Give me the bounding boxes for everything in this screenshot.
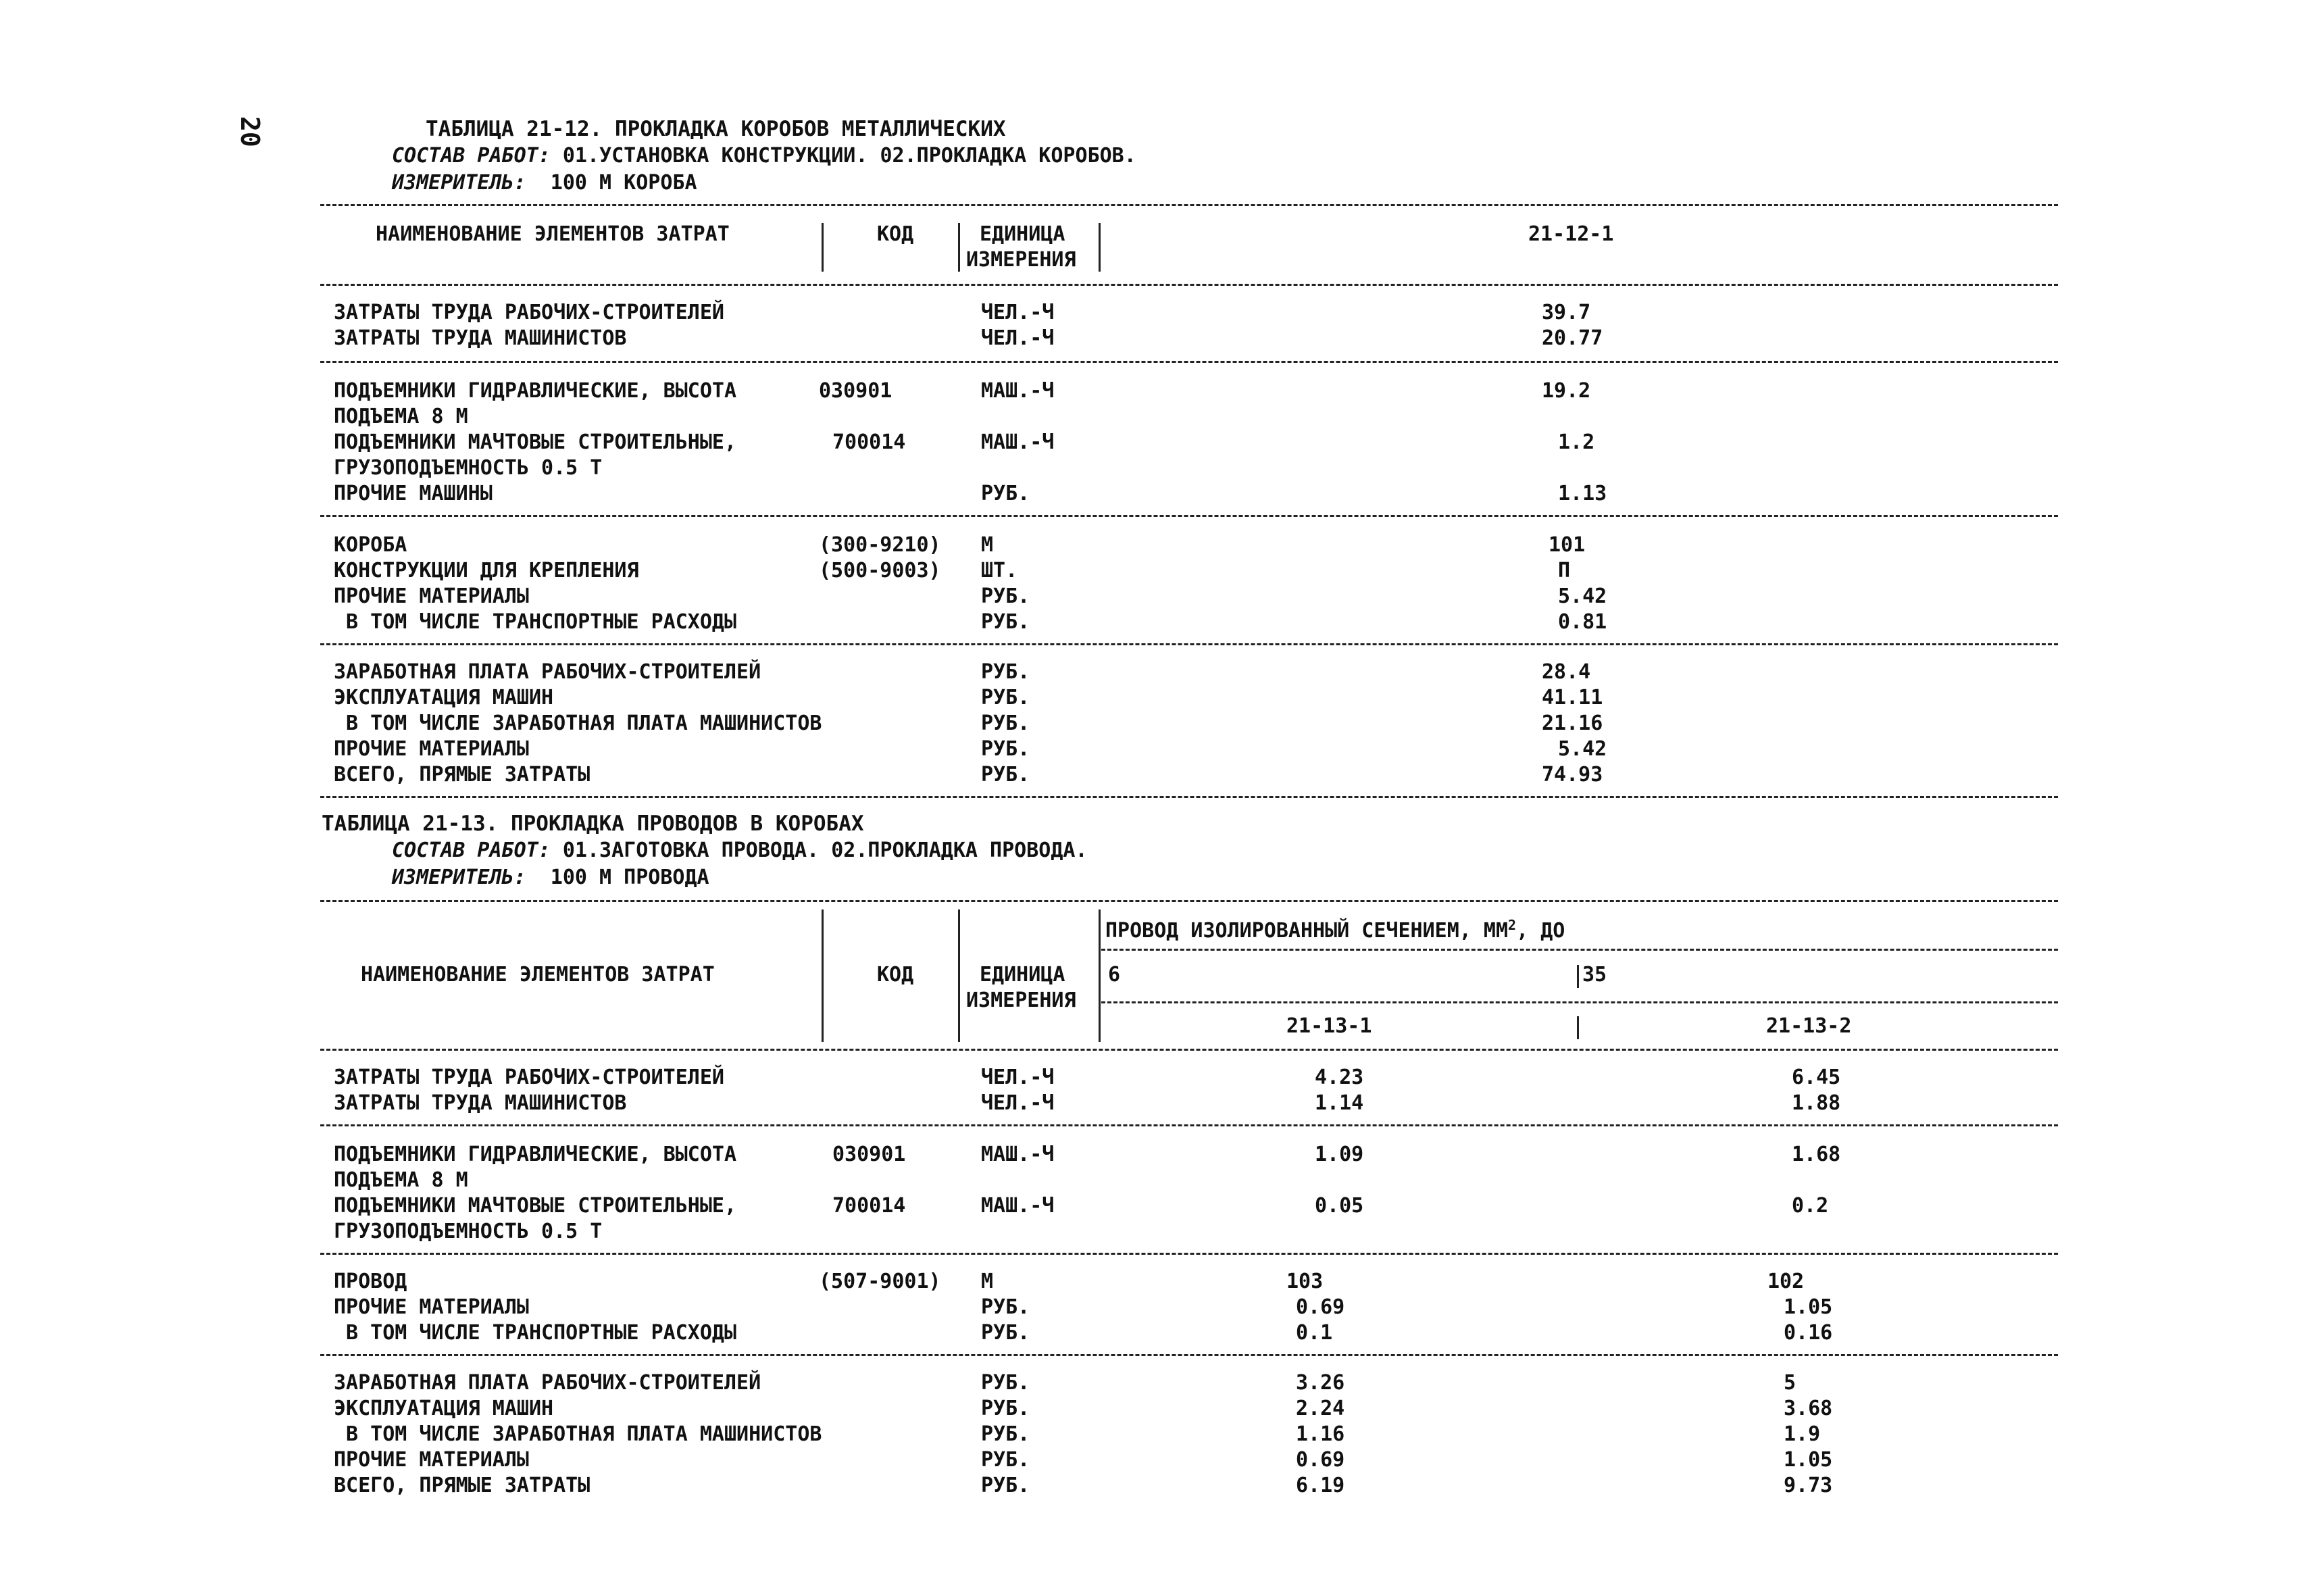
row-unit: М [981,1270,994,1293]
divider [320,284,2058,286]
row-unit: РУБ. [981,1371,1030,1395]
row-unit: ЧЕЛ.-Ч [981,301,1055,324]
row-unit: РУБ. [981,712,1030,735]
column-separator [958,223,960,272]
row-value: 19.2 [1542,379,1591,403]
row-name: ЗАТРАТЫ ТРУДА РАБОЧИХ-СТРОИТЕЛЕЙ [334,1066,724,1089]
row-unit: ЧЕЛ.-Ч [981,1066,1055,1089]
row-kod: (300-9210) [819,533,941,557]
row-name: ГРУЗОПОДЪЕМНОСТЬ 0.5 Т [334,456,603,480]
table2-sostav-label: СОСТАВ РАБОТ: [392,839,551,862]
table2-header-kod: КОД [877,963,914,987]
row-value-2: 1.9 [1784,1422,1821,1446]
row-unit: РУБ. [981,584,1030,608]
page-number: 20 [235,116,265,147]
row-name: ЭКСПЛУАТАЦИЯ МАШИН [334,1397,554,1420]
table1-header-kod: КОД [877,222,914,246]
row-name: ПРОЧИЕ МАТЕРИАЛЫ [334,1448,529,1472]
column-separator [1099,223,1101,272]
row-unit: М [981,533,994,557]
row-name: ПОДЪЕМА 8 М [334,1168,468,1192]
table2-header-unit1: ЕДИНИЦА [980,963,1065,987]
row-name: ПРОЧИЕ МАТЕРИАЛЫ [334,584,529,608]
row-unit: ЧЕЛ.-Ч [981,326,1055,350]
row-value: 28.4 [1542,660,1591,684]
divider [320,1354,2058,1356]
row-value: 41.11 [1542,686,1603,709]
row-kod: 700014 [832,430,906,454]
row-value-1: 6.19 [1296,1474,1345,1497]
row-name: В ТОМ ЧИСЛЕ ЗАРАБОТНАЯ ПЛАТА МАШИНИСТОВ [334,1422,822,1446]
divider [320,1124,2058,1126]
column-separator [822,909,824,1042]
row-name: ГРУЗОПОДЪЕМНОСТЬ 0.5 Т [334,1220,603,1243]
table2-izm-label: ИЗМЕРИТЕЛЬ: [392,866,526,889]
row-unit: ШТ. [981,559,1018,582]
row-name: В ТОМ ЧИСЛЕ ТРАНСПОРТНЫЕ РАСХОДЫ [334,1321,737,1345]
row-value: 21.16 [1542,712,1603,735]
row-name: ПОДЪЕМНИКИ МАЧТОВЫЕ СТРОИТЕЛЬНЫЕ, [334,1194,737,1218]
divider [320,361,2058,363]
row-name: ПРОЧИЕ МАТЕРИАЛЫ [334,737,529,761]
table2-header-sub1: 6 [1108,963,1121,987]
row-value: 1.13 [1558,482,1607,505]
row-value: П [1558,559,1571,582]
table2-header-group [1105,912,1565,944]
row-value-1: 0.05 [1315,1194,1364,1218]
row-name: ВСЕГО, ПРЯМЫЕ ЗАТРАТЫ [334,763,590,787]
divider [320,1253,2058,1255]
row-value-2: 3.68 [1784,1397,1833,1420]
row-value: 74.93 [1542,763,1603,787]
row-value-1: 1.09 [1315,1143,1364,1166]
row-unit: МАШ.-Ч [981,379,1055,403]
row-value-1: 4.23 [1315,1066,1364,1089]
table2-header-col1: 21-13-1 [1286,1014,1372,1038]
row-unit: РУБ. [981,1397,1030,1420]
row-unit: МАШ.-Ч [981,1143,1055,1166]
divider [320,900,2058,902]
row-value-1: 2.24 [1296,1397,1345,1420]
row-name: ПОДЪЕМНИКИ ГИДРАВЛИЧЕСКИЕ, ВЫСОТА [334,379,737,403]
row-name: КОНСТРУКЦИИ ДЛЯ КРЕПЛЕНИЯ [334,559,639,582]
table2-header-sub2: 35 [1582,963,1607,987]
row-unit: РУБ. [981,660,1030,684]
divider [320,796,2058,798]
row-name: КОРОБА [334,533,407,557]
table1-header-name: НАИМЕНОВАНИЕ ЭЛЕМЕНТОВ ЗАТРАТ [376,222,730,246]
row-value-2: 1.05 [1784,1448,1833,1472]
column-separator [1099,909,1101,1042]
row-unit: РУБ. [981,610,1030,634]
row-value: 20.77 [1542,326,1603,350]
row-unit: РУБ. [981,763,1030,787]
divider [320,515,2058,517]
row-name: ПРОЧИЕ МАТЕРИАЛЫ [334,1295,529,1319]
row-name: ПОДЪЕМНИКИ ГИДРАВЛИЧЕСКИЕ, ВЫСОТА [334,1143,737,1166]
row-name: ПРОЧИЕ МАШИНЫ [334,482,493,505]
row-value-2: 9.73 [1784,1474,1833,1497]
row-name: ПОДЪЕМНИКИ МАЧТОВЫЕ СТРОИТЕЛЬНЫЕ, [334,430,737,454]
row-unit: РУБ. [981,1448,1030,1472]
row-name: ПОДЪЕМА 8 М [334,405,468,428]
table1-sostav-value: 01.УСТАНОВКА КОНСТРУКЦИИ. 02.ПРОКЛАДКА КОРОБОВ. [550,144,1136,168]
row-unit: РУБ. [981,737,1030,761]
row-unit: РУБ. [981,686,1030,709]
row-unit: МАШ.-Ч [981,430,1055,454]
table2-header-unit2: ИЗМЕРЕНИЯ [966,989,1076,1012]
row-value-2: 102 [1767,1270,1805,1293]
column-separator [1577,965,1579,988]
table2-sostav-value: 01.ЗАГОТОВКА ПРОВОДА. 02.ПРОКЛАДКА ПРОВОДА. [550,839,1088,862]
row-value-1: 3.26 [1296,1371,1345,1395]
row-kod: (507-9001) [819,1270,941,1293]
row-value-2: 0.16 [1784,1321,1833,1345]
column-separator [822,223,824,272]
row-kod: 700014 [832,1194,906,1218]
row-value: 5.42 [1558,584,1607,608]
row-name: ЗАРАБОТНАЯ ПЛАТА РАБОЧИХ-СТРОИТЕЛЕЙ [334,660,761,684]
table1-header-unit1: ЕДИНИЦА [980,222,1065,246]
row-name: В ТОМ ЧИСЛЕ ТРАНСПОРТНЫЕ РАСХОДЫ [334,610,737,634]
column-separator [958,909,960,1042]
row-unit: МАШ.-Ч [981,1194,1055,1218]
group-text: ПРОВОД ИЗОЛИРОВАННЫЙ СЕЧЕНИЕМ, ММ [1105,919,1509,943]
row-value-1: 0.69 [1296,1448,1345,1472]
table2-izmeritel [392,865,709,891]
row-value: 39.7 [1542,301,1591,324]
row-unit: РУБ. [981,1422,1030,1446]
table1-sostav-label: СОСТАВ РАБОТ: [392,144,551,168]
table1-title: ТАБЛИЦА 21-12. ПРОКЛАДКА КОРОБОВ МЕТАЛЛИЧЕСКИХ [426,117,1006,141]
row-value-2: 1.05 [1784,1295,1833,1319]
row-kod: 030901 [819,379,892,403]
table1-izm-label: ИЗМЕРИТЕЛЬ: [392,171,526,195]
row-kod: 030901 [832,1143,906,1166]
row-value-2: 5 [1784,1371,1796,1395]
table1-header-col: 21-12-1 [1528,222,1614,246]
row-name: В ТОМ ЧИСЛЕ ЗАРАБОТНАЯ ПЛАТА МАШИНИСТОВ [334,712,822,735]
row-value-1: 103 [1286,1270,1324,1293]
row-value: 1.2 [1558,430,1595,454]
row-unit: РУБ. [981,1321,1030,1345]
row-unit: РУБ. [981,1474,1030,1497]
table2-title: ТАБЛИЦА 21-13. ПРОКЛАДКА ПРОВОДОВ В КОРОБАХ [322,812,864,836]
row-name: ЗАТРАТЫ ТРУДА МАШИНИСТОВ [334,326,627,350]
table2-sostav [392,838,1088,864]
row-name: ВСЕГО, ПРЯМЫЕ ЗАТРАТЫ [334,1474,590,1497]
row-value-1: 1.14 [1315,1091,1364,1115]
table1-header-unit2: ИЗМЕРЕНИЯ [966,248,1076,272]
table2-header-col2: 21-13-2 [1766,1014,1852,1038]
row-value-1: 1.16 [1296,1422,1345,1446]
divider [320,1049,2058,1051]
row-unit: РУБ. [981,482,1030,505]
row-value: 0.81 [1558,610,1607,634]
divider [1101,1001,2058,1003]
group-tail: , ДО [1516,919,1565,943]
table1-izmeritel [392,170,697,196]
row-value-2: 1.68 [1792,1143,1841,1166]
row-value: 5.42 [1558,737,1607,761]
table2-izm-value: 100 М ПРОВОДА [526,866,709,889]
row-name: ЗАРАБОТНАЯ ПЛАТА РАБОЧИХ-СТРОИТЕЛЕЙ [334,1371,761,1395]
table1-izm-value: 100 М КОРОБА [526,171,697,195]
row-value-2: 0.2 [1792,1194,1829,1218]
row-name: ЗАТРАТЫ ТРУДА МАШИНИСТОВ [334,1091,627,1115]
row-value-2: 6.45 [1792,1066,1841,1089]
row-value-1: 0.69 [1296,1295,1345,1319]
table2-header-name: НАИМЕНОВАНИЕ ЭЛЕМЕНТОВ ЗАТРАТ [361,963,715,987]
row-value-1: 0.1 [1296,1321,1333,1345]
divider [320,204,2058,206]
row-unit: ЧЕЛ.-Ч [981,1091,1055,1115]
column-separator [1577,1016,1579,1039]
row-unit: РУБ. [981,1295,1030,1319]
divider [1101,949,2058,951]
divider [320,643,2058,645]
row-kod: (500-9003) [819,559,941,582]
row-name: ПРОВОД [334,1270,407,1293]
row-name: ЭКСПЛУАТАЦИЯ МАШИН [334,686,554,709]
row-name: ЗАТРАТЫ ТРУДА РАБОЧИХ-СТРОИТЕЛЕЙ [334,301,724,324]
table1-sostav [392,143,1136,169]
group-superscript: 2 [1508,917,1517,933]
row-value-2: 1.88 [1792,1091,1841,1115]
row-value: 101 [1549,533,1586,557]
